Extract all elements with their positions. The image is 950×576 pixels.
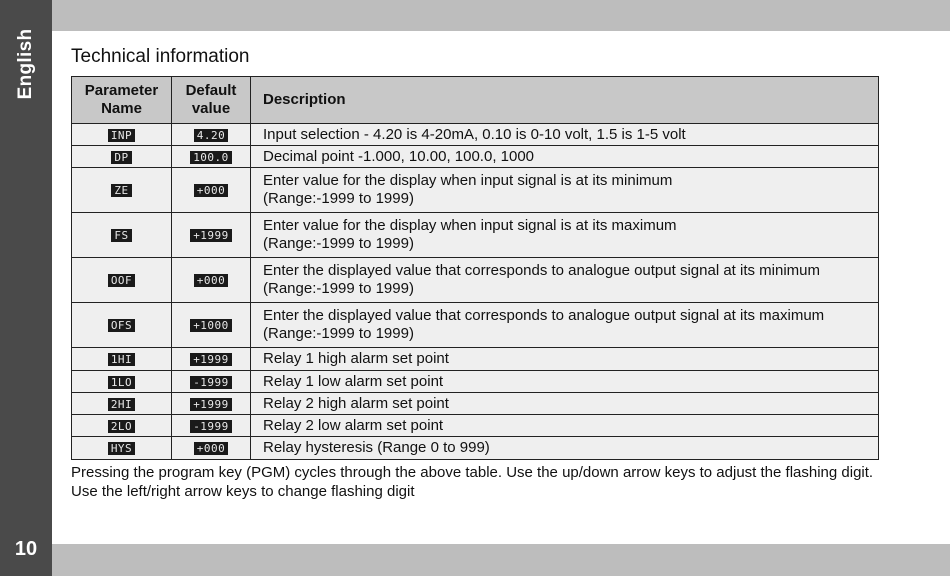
default-value: -1999 bbox=[190, 420, 232, 433]
parameter-cell bbox=[72, 124, 172, 146]
parameter-code: 2LO bbox=[108, 420, 135, 433]
parameter-code: ZE bbox=[111, 184, 131, 197]
default-value: 100.0 bbox=[190, 151, 232, 164]
description-text: Enter value for the display when input signal is at its minimum bbox=[263, 172, 673, 189]
table-row bbox=[72, 415, 879, 437]
default-value: +1999 bbox=[190, 398, 232, 411]
parameter-table bbox=[71, 76, 879, 460]
parameter-cell bbox=[72, 258, 172, 303]
parameter-code: 1LO bbox=[108, 376, 135, 389]
description-text: Relay 2 low alarm set point bbox=[263, 416, 444, 434]
description-cell bbox=[251, 437, 879, 460]
parameter-code: FS bbox=[111, 229, 131, 242]
default-value: -1999 bbox=[190, 376, 232, 389]
description-text: Relay 1 high alarm set point bbox=[263, 350, 449, 367]
default-cell bbox=[172, 168, 251, 213]
description-cell bbox=[251, 348, 879, 371]
description-range: (Range:-1999 to 1999) bbox=[263, 190, 414, 207]
default-cell bbox=[172, 348, 251, 371]
top-bar bbox=[52, 0, 950, 31]
parameter-code: DP bbox=[111, 151, 131, 164]
description-range: (Range:-1999 to 1999) bbox=[263, 280, 414, 297]
default-value: +1999 bbox=[190, 229, 232, 242]
default-cell bbox=[172, 437, 251, 460]
description-cell bbox=[251, 146, 879, 168]
parameter-cell bbox=[72, 146, 172, 168]
description-text: Relay 2 high alarm set point bbox=[263, 394, 449, 412]
page-number: 10 bbox=[14, 538, 38, 560]
parameter-cell bbox=[72, 348, 172, 371]
parameter-cell bbox=[72, 437, 172, 460]
default-cell bbox=[172, 371, 251, 393]
description-text: Enter the displayed value that corresponds to analogue output signal at its minimum bbox=[263, 262, 820, 279]
language-label: English bbox=[15, 28, 36, 100]
table-row bbox=[72, 348, 879, 371]
description-cell bbox=[251, 415, 879, 437]
description-text: Enter value for the display when input signal is at its maximum bbox=[263, 217, 677, 234]
header-default-value: Default value bbox=[172, 77, 251, 124]
description-cell bbox=[251, 371, 879, 393]
section-title: Technical information bbox=[71, 46, 250, 67]
parameter-code: 2HI bbox=[108, 398, 135, 411]
description-text: Relay hysteresis (Range 0 to 999) bbox=[263, 439, 490, 456]
description-cell bbox=[251, 258, 879, 303]
default-cell bbox=[172, 393, 251, 415]
description-range: (Range:-1999 to 1999) bbox=[263, 235, 414, 252]
parameter-code: HYS bbox=[108, 442, 135, 455]
default-cell bbox=[172, 146, 251, 168]
table-row bbox=[72, 213, 879, 258]
default-value: 4.20 bbox=[194, 129, 229, 142]
description-range: (Range:-1999 to 1999) bbox=[263, 325, 414, 342]
description-cell bbox=[251, 213, 879, 258]
table-row bbox=[72, 146, 879, 168]
default-cell bbox=[172, 415, 251, 437]
bottom-bar bbox=[52, 544, 950, 576]
usage-note: Pressing the program key (PGM) cycles through the above table. Use the up/down arrow keys to adjust the flashing digit. Use the left/right arrow keys to change flashing digit bbox=[71, 464, 874, 500]
header-parameter-name: Parameter Name bbox=[72, 77, 172, 124]
parameter-code: OOF bbox=[108, 274, 135, 287]
default-value: +1999 bbox=[190, 353, 232, 366]
table-row bbox=[72, 168, 879, 213]
description-text: Input selection - 4.20 is 4-20mA, 0.10 is 0-10 volt, 1.5 is 1-5 volt bbox=[263, 125, 686, 143]
default-value: +000 bbox=[194, 274, 229, 287]
table-row bbox=[72, 437, 879, 460]
description-cell bbox=[251, 168, 879, 213]
parameter-cell bbox=[72, 213, 172, 258]
header-description: Description bbox=[251, 77, 879, 124]
table-header-row bbox=[72, 77, 879, 124]
parameter-cell bbox=[72, 415, 172, 437]
default-cell bbox=[172, 258, 251, 303]
sidebar bbox=[0, 0, 52, 576]
parameter-code: OFS bbox=[108, 319, 135, 332]
default-cell bbox=[172, 124, 251, 146]
table-row bbox=[72, 124, 879, 146]
table-row bbox=[72, 258, 879, 303]
description-cell bbox=[251, 393, 879, 415]
parameter-cell bbox=[72, 371, 172, 393]
parameter-cell bbox=[72, 168, 172, 213]
description-text: Decimal point -1.000, 10.00, 100.0, 1000 bbox=[263, 147, 535, 165]
description-cell bbox=[251, 124, 879, 146]
description-text: Enter the displayed value that corresponds to analogue output signal at its maximum bbox=[263, 307, 825, 324]
table-row bbox=[72, 371, 879, 393]
table-row bbox=[72, 393, 879, 415]
default-value: +000 bbox=[194, 184, 229, 197]
parameter-cell bbox=[72, 393, 172, 415]
parameter-code: 1HI bbox=[108, 353, 135, 366]
default-cell bbox=[172, 213, 251, 258]
parameter-cell bbox=[72, 303, 172, 348]
description-text: Relay 1 low alarm set point bbox=[263, 372, 444, 390]
default-cell bbox=[172, 303, 251, 348]
description-cell bbox=[251, 303, 879, 348]
default-value: +1000 bbox=[190, 319, 232, 332]
default-value: +000 bbox=[194, 442, 229, 455]
table-row bbox=[72, 303, 879, 348]
parameter-code: INP bbox=[108, 129, 135, 142]
